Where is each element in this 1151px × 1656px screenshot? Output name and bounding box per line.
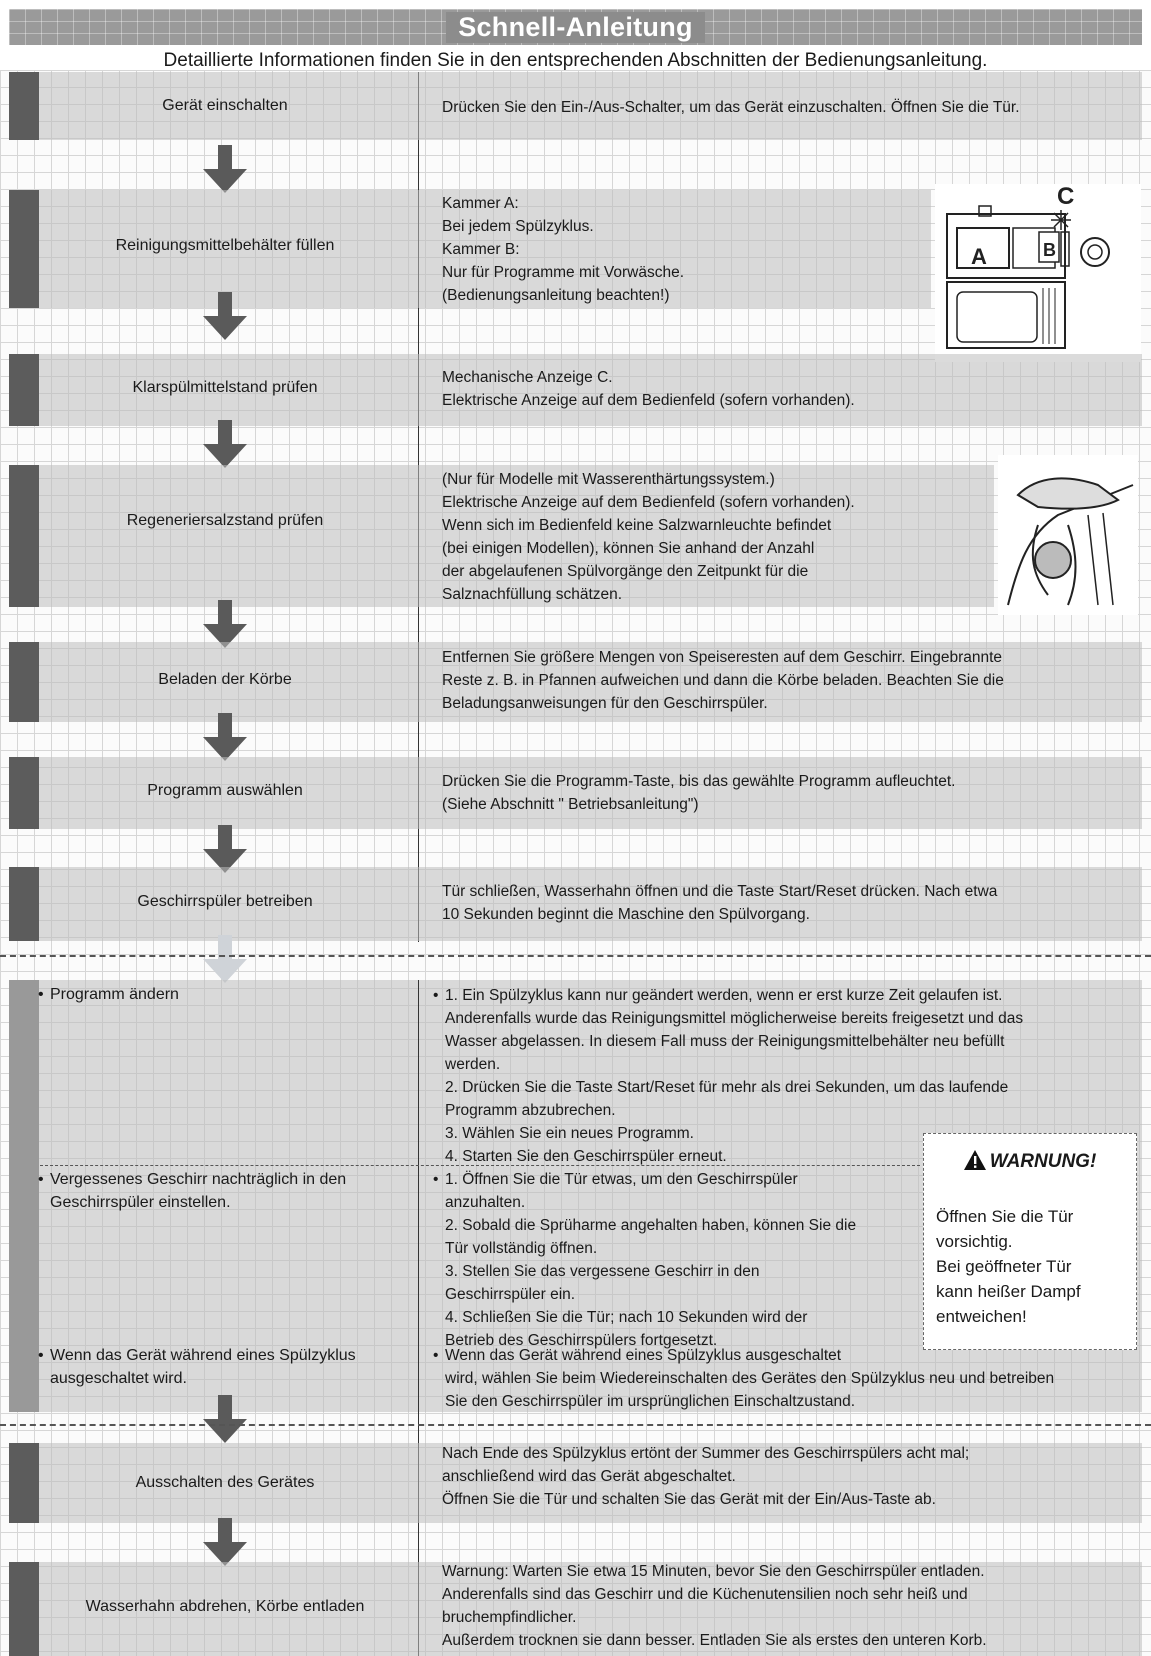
- step-text: Kammer A: Bei jedem Spülzyklus. Kammer B: Nur für Programme mit Vorwäsche. (Bedienungsanleitung beachten!): [442, 195, 685, 304]
- step-text: Drücken Sie den Ein-/Aus-Schalter, um das Gerät einzuschalten. Öffnen Sie die Tür.: [442, 99, 1020, 116]
- down-arrow-icon: [203, 1395, 247, 1443]
- option-label: • Vergessenes Geschirr nachträglich in den Geschirrspüler einstellen.: [50, 1168, 410, 1214]
- down-arrow-icon: [203, 1518, 247, 1566]
- section-divider: [0, 955, 1151, 957]
- option-divider: [40, 1165, 920, 1166]
- step-label: Beladen der Körbe: [158, 671, 292, 688]
- down-arrow-icon: [203, 420, 247, 468]
- option-label: • Wenn das Gerät während eines Spülzyklus ausgeschaltet wird.: [50, 1344, 410, 1390]
- option-text: • 1. Ein Spülzyklus kann nur geändert werden, wenn er erst kurze Zeit gelaufen ist. Anderenfalls wurde das Reinigungsmittel möglicherweise bereits freigesetzt und das Wasser abgelassen. In diesem Fall muss der Reinigungsmittelbehälter neu befüllt werden. 2. Drücken Sie die Taste Start/Reset für mehr als drei Sekunden, um das laufende Programm abzubrechen. 3. Wählen Sie ein neues Programm. 4. Starten Sie den Geschirrspüler erneut.: [445, 984, 1023, 1168]
- salt-refill-illustration: [998, 455, 1138, 615]
- down-arrow-icon: [203, 292, 247, 340]
- warning-heading: [924, 1150, 1136, 1173]
- step-text: Entfernen Sie größere Mengen von Speiseresten auf dem Geschirr. Eingebrannte Reste z. B. in Pfannen aufweichen und dann die Körbe beladen. Beachten Sie die Beladungsanweisungen für den Geschirrspüler.: [442, 649, 1004, 712]
- step-label: Regeneriersalzstand prüfen: [126, 512, 324, 529]
- option-text: • Wenn das Gerät während eines Spülzyklus ausgeschaltet wird, wählen Sie beim Wiedereinschalten des Gerätes den Spülzyklus neu und betreiben Sie den Geschirrspüler im ursprünglichen Einschaltzustand.: [445, 1344, 1054, 1413]
- title-bar: [9, 9, 1142, 45]
- step-text: Warnung: Warten Sie etwa 15 Minuten, bevor Sie den Geschirrspüler entladen. Anderenfalls sind das Geschirr und die Küchenutensilien noch sehr heiß und bruchempfindlicher. Außerdem trocknen sie dann besser. Entladen Sie als erstes den unteren Korb.: [442, 1563, 987, 1649]
- warning-triangle-icon: [964, 1150, 986, 1170]
- option-label: • Programm ändern: [50, 983, 410, 1006]
- down-arrow-icon: [203, 935, 247, 983]
- detergent-dispenser-illustration: [935, 184, 1141, 362]
- page-title: Schnell-Anleitung: [446, 12, 705, 43]
- option-text: • 1. Öffnen Sie die Tür etwas, um den Geschirrspüler anzuhalten. 2. Sobald die Sprüharme angehalten haben, können Sie die Tür vollständig öffnen. 3. Stellen Sie das vergessene Geschirr in den Geschirrspüler ein. 4. Schließen Sie die Tür; nach 10 Sekunden wird der Betrieb des Geschirrspülers fortgesetzt.: [445, 1168, 856, 1352]
- step-text: Mechanische Anzeige C. Elektrische Anzeige auf dem Bedienfeld (sofern vorhanden).: [442, 369, 855, 409]
- warning-text: Öffnen Sie die Tür vorsichtig. Bei geöffneter Tür kann heißer Dampf entweichen!: [936, 1207, 1081, 1326]
- step-text: Drücken Sie die Programm-Taste, bis das gewählte Programm aufleuchtet. (Siehe Abschnitt " Betriebsanleitung"): [442, 773, 956, 813]
- step-text: Tür schließen, Wasserhahn öffnen und die Taste Start/Reset drücken. Nach etwa 10 Sekunden beginnt die Maschine den Spülvorgang.: [442, 883, 998, 923]
- down-arrow-icon: [203, 825, 247, 873]
- step-label: Wasserhahn abdrehen, Körbe entladen: [85, 1598, 365, 1615]
- down-arrow-icon: [203, 600, 247, 648]
- label-c: C: [1057, 184, 1075, 210]
- column-divider: [418, 980, 419, 1412]
- page-subtitle: Detaillierte Informationen finden Sie in den entsprechenden Abschnitten der Bedienungsanleitung.: [163, 50, 988, 71]
- warning-box: [923, 1133, 1137, 1350]
- step-text: (Nur für Modelle mit Wasserenthärtungssystem.) Elektrische Anzeige auf dem Bedienfeld (sofern vorhanden). Wenn sich im Bedienfeld keine Salzwarnleuchte befindet (bei einigen Modellen), können Sie anhand der Anzahl der abgelaufenen Spülvorgänge den Zeitpunkt für die Salznachfüllung schätzen.: [442, 471, 855, 603]
- step-label: Gerät einschalten: [162, 97, 288, 114]
- step-label: Programm auswählen: [147, 782, 303, 799]
- down-arrow-icon: [203, 713, 247, 761]
- step-label: Ausschalten des Gerätes: [135, 1474, 315, 1491]
- step-label: Klarspülmittelstand prüfen: [132, 379, 318, 396]
- step-text: Nach Ende des Spülzyklus ertönt der Summer des Geschirrspülers acht mal; anschließend wird das Gerät abgeschaltet. Öffnen Sie die Tür und schalten Sie das Gerät mit der Ein/Aus-Taste ab.: [442, 1445, 970, 1508]
- label-a: A: [971, 244, 987, 269]
- warning-title: WARNUNG!: [989, 1151, 1097, 1172]
- label-b: B: [1043, 240, 1056, 260]
- step-label: Geschirrspüler betreiben: [137, 893, 313, 910]
- down-arrow-icon: [203, 145, 247, 193]
- step-label: Reinigungsmittelbehälter füllen: [115, 237, 335, 254]
- section-divider: [0, 1424, 1151, 1426]
